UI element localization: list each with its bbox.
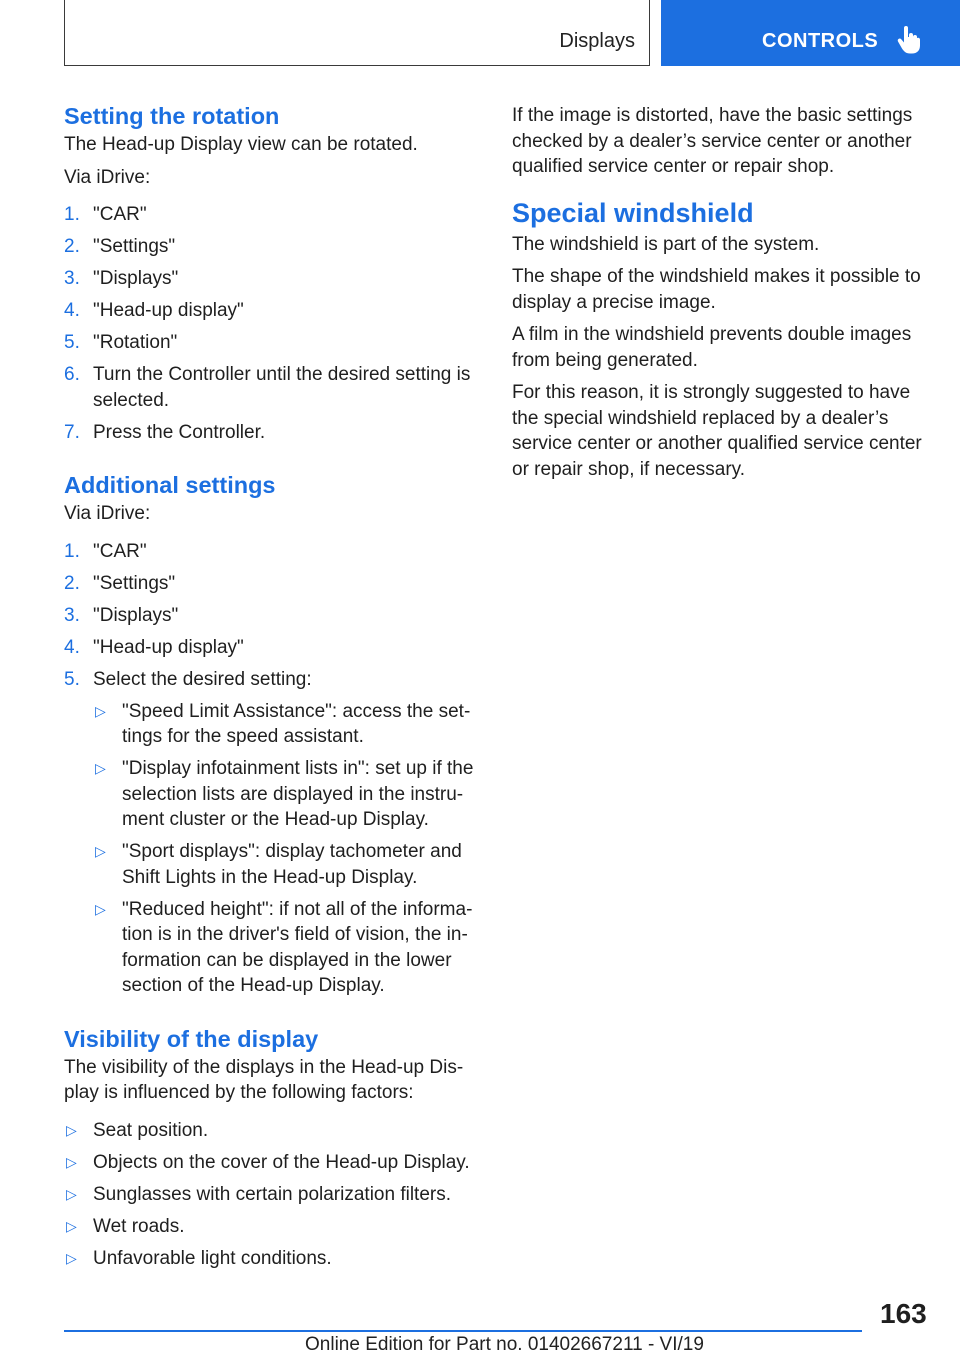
factor-text: Wet roads. (93, 1215, 185, 1237)
triangle-bullet-icon: ▷ (95, 900, 106, 917)
windshield-p3: A film in the windshield prevents double images from being generated. (512, 324, 912, 371)
option-text: "Sport displays": display tachometer and Shift Lights in the Head-up Display. (122, 841, 462, 888)
pointing-hand-icon (897, 26, 921, 54)
list-item (64, 330, 480, 356)
step-text: "CAR" (93, 540, 147, 562)
list-item (64, 420, 480, 446)
windshield-p4: For this reason, it is strongly suggested to have the special windshield replaced by a dealer’s service center or another qualified service center or repair shop, if necessary. (512, 382, 922, 480)
step-number: 5. (64, 332, 80, 353)
option-text: "Display infotainment lists in": set up if the selection lists are displayed in the instrument cluster or the Head-up Display. (122, 758, 474, 830)
factor-text: Objects on the cover of the Head-up Display. (93, 1151, 470, 1173)
section-title: Displays (559, 30, 635, 52)
step-text: "Head-up display" (93, 636, 244, 658)
triangle-bullet-icon: ▷ (66, 1217, 77, 1234)
step-number: 2. (64, 572, 80, 594)
additional-heading: Additional settings (64, 472, 276, 498)
step-number: 6. (64, 364, 80, 385)
rotation-via: Via iDrive: (64, 166, 151, 188)
chapter-title: CONTROLS (762, 30, 879, 52)
triangle-bullet-icon: ▷ (66, 1249, 77, 1266)
triangle-bullet-icon: ▷ (95, 760, 106, 776)
triangle-bullet-icon: ▷ (66, 1153, 77, 1170)
list-item (93, 699, 480, 750)
step-text: "Settings" (93, 572, 176, 594)
step-number: 3. (64, 268, 80, 289)
list-item (64, 539, 480, 565)
step-number: 2. (64, 236, 80, 257)
additional-via: Via iDrive: (64, 503, 151, 524)
setting-options (93, 699, 480, 999)
factor-text: Sunglasses with certain polarization filters. (93, 1183, 452, 1205)
step-number: 7. (64, 421, 80, 443)
windshield-p2: The shape of the windshield makes it possible to display a precise image. (512, 266, 921, 313)
rotation-intro: The Head-up Display view can be rotated. (64, 134, 418, 155)
list-item (93, 839, 480, 890)
list-item (64, 571, 480, 597)
list-item (64, 1150, 480, 1176)
list-item (64, 202, 480, 228)
step-text: "Head-up display" (93, 300, 244, 321)
step-number: 1. (64, 204, 80, 225)
step-text: "Settings" (93, 236, 176, 257)
step-number: 3. (64, 604, 80, 626)
windshield-p1: The windshield is part of the system. (512, 233, 820, 255)
option-text: "Reduced height": if not all of the information is in the driver's field of vision, the information can be displayed in the lower section of the Head-up Display. (122, 898, 473, 996)
left-column (64, 100, 480, 1278)
factor-text: Unfavorable light conditions. (93, 1247, 332, 1269)
step-text: Press the Controller. (93, 421, 266, 443)
triangle-bullet-icon: ▷ (95, 843, 106, 859)
list-item (64, 298, 480, 324)
list-item (64, 1214, 480, 1240)
right-column (512, 103, 932, 482)
step-number: 1. (64, 540, 80, 562)
triangle-bullet-icon: ▷ (95, 702, 106, 719)
distorted-paragraph: If the image is distorted, have the basic settings checked by a dealer’s service center or another qualified service center or repair shop. (512, 105, 913, 177)
step-text: "Displays" (93, 268, 179, 289)
option-text: "Speed Limit Assistance": access the settings for the speed assistant. (122, 700, 471, 747)
rotation-steps (64, 202, 480, 445)
list-item (64, 266, 480, 292)
list-item (64, 362, 480, 413)
visibility-intro: The visibility of the displays in the Head-up Display is influenced by the following factors: (64, 1056, 464, 1103)
step-number: 5. (64, 668, 80, 690)
step-text: "CAR" (93, 204, 147, 225)
list-item (93, 897, 480, 999)
header-chapter-box (661, 0, 960, 66)
triangle-bullet-icon: ▷ (66, 1185, 77, 1202)
step-text: "Rotation" (93, 332, 178, 353)
list-item (64, 667, 480, 999)
step-text: Select the desired setting: (93, 668, 312, 690)
visibility-factors (64, 1118, 480, 1272)
step-text: "Displays" (93, 604, 179, 626)
page-number: 163 (880, 1298, 927, 1329)
list-item (64, 1246, 480, 1272)
list-item (64, 234, 480, 260)
triangle-bullet-icon: ▷ (66, 1121, 77, 1138)
list-item (64, 1118, 480, 1144)
windshield-heading: Special windshield (512, 197, 754, 228)
list-item (64, 635, 480, 661)
step-number: 4. (64, 636, 80, 658)
step-text: Turn the Controller until the desired setting is selected. (93, 364, 471, 411)
rotation-heading: Setting the rotation (64, 103, 280, 129)
additional-steps (64, 539, 480, 999)
edition-text: Online Edition for Part no. 01402667211 - VI/19 (305, 1334, 704, 1355)
list-item (93, 756, 480, 833)
header-section-box (64, 0, 650, 66)
factor-text: Seat position. (93, 1119, 209, 1141)
list-item (64, 603, 480, 629)
list-item (64, 1182, 480, 1208)
step-number: 4. (64, 300, 80, 321)
visibility-heading: Visibility of the display (64, 1025, 319, 1052)
footer-divider (64, 1330, 862, 1332)
